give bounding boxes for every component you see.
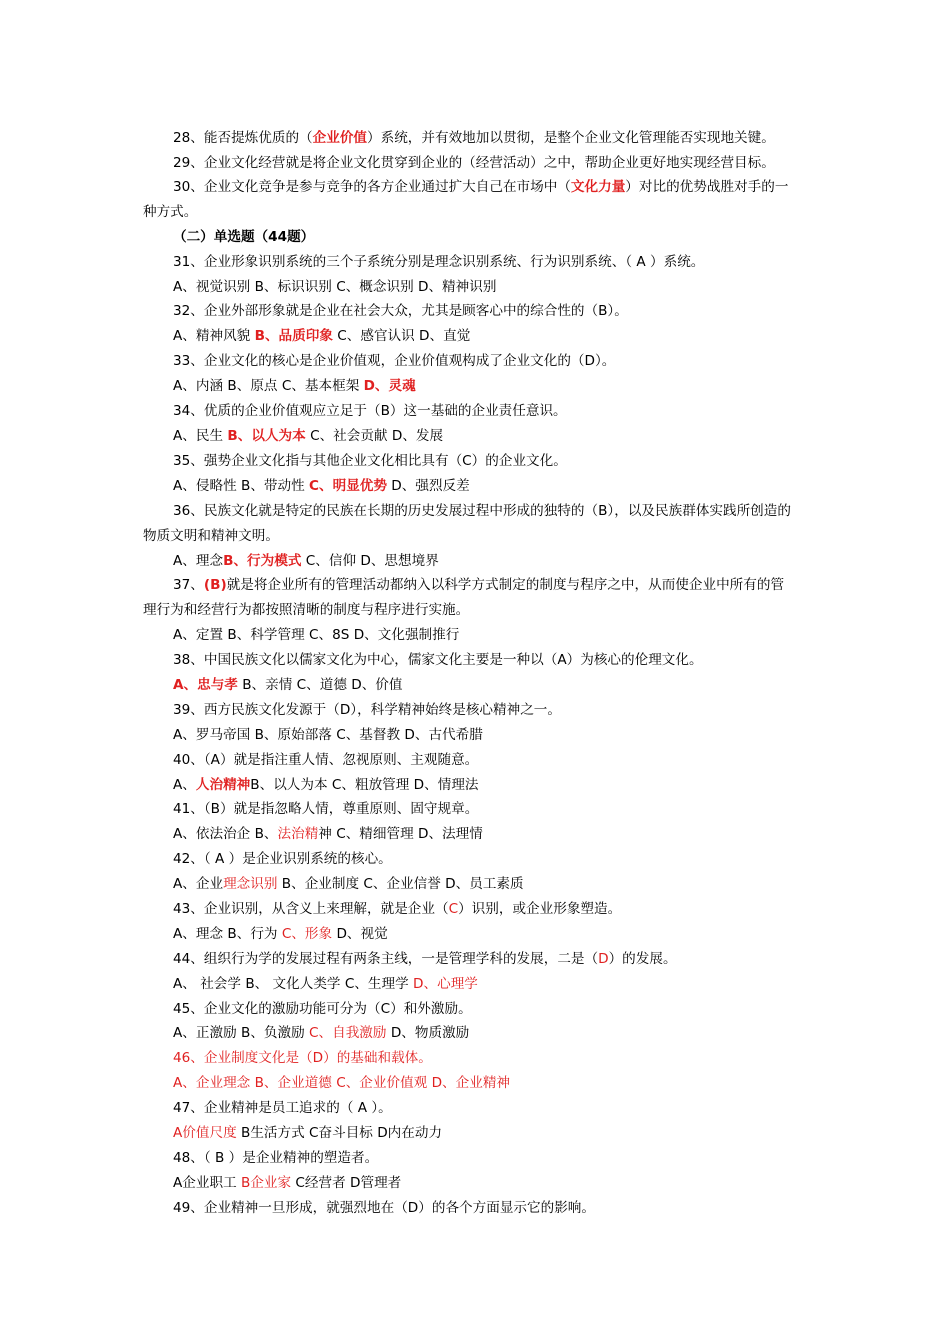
text-segment: 29、企业文化经营就是将企业文化贯穿到企业的（经营活动）之中，帮助企业更好地实现经营目标。 xyxy=(173,155,775,171)
highlighted-answer: D xyxy=(598,951,609,967)
highlighted-answer: C、明显优势 xyxy=(309,478,387,494)
text-segment: 41、（B）就是指忽略人情，尊重原则、固守规章。 xyxy=(173,801,479,817)
highlighted-answer: 理念识别 xyxy=(223,876,278,892)
text-line xyxy=(173,751,478,769)
text-segment: 36、民族文化就是特定的民族在长期的历史发展过程中形成的独特的（B），以及民族群体实践所创造的 xyxy=(173,503,791,519)
text-segment: A企业职工 xyxy=(173,1175,241,1191)
text-line xyxy=(173,552,439,570)
text-line xyxy=(173,154,775,172)
text-line xyxy=(173,776,479,794)
text-line xyxy=(173,352,615,370)
text-segment: C、感官认识 D、直觉 xyxy=(332,328,471,344)
text-segment: 49、企业精神一旦形成，就强烈地在（D）的各个方面显示它的影响。 xyxy=(173,1200,595,1216)
text-line xyxy=(173,576,784,594)
highlighted-answer: B、行为模式 xyxy=(223,553,302,569)
text-segment: 34、优质的企业价值观应立足于（B）这一基础的企业责任意识。 xyxy=(173,403,567,419)
text-line xyxy=(173,651,703,669)
highlighted-answer: B企业家 xyxy=(241,1175,292,1191)
highlighted-answer: B、品质印象 xyxy=(254,328,333,344)
text-segment: ）的发展。 xyxy=(608,951,677,967)
text-segment: 45、企业文化的激励功能可分为（C）和外激励。 xyxy=(173,1001,472,1017)
text-segment: C、社会贡献 D、发展 xyxy=(305,428,444,444)
text-segment: 33、企业文化的核心是企业价值观，企业价值观构成了企业文化的（D）。 xyxy=(173,353,616,369)
text-segment: A、理念 B、行为 xyxy=(173,926,282,942)
text-line xyxy=(173,278,496,296)
text-line xyxy=(173,975,478,993)
text-segment: 32、企业外部形象就是企业在社会大众，尤其是顾客心中的综合性的（B）。 xyxy=(173,303,628,319)
text-line xyxy=(173,825,483,843)
text-line xyxy=(143,203,197,221)
text-segment: A、企业 xyxy=(173,876,224,892)
text-segment: 44、组织行为学的发展过程有两条主线，一是管理学科的发展，二是（ xyxy=(173,951,599,967)
highlighted-answer: A、企业理念 B、企业道德 C、企业价值观 D、企业精神 xyxy=(173,1075,511,1091)
text-line xyxy=(173,502,791,520)
text-line xyxy=(173,850,392,868)
highlighted-answer: 人治精神 xyxy=(195,777,251,793)
text-line xyxy=(173,626,459,644)
text-segment: ）系统，并有效地加以贯彻，是整个企业文化管理能否实现地关键。 xyxy=(367,130,775,146)
text-line xyxy=(143,601,469,619)
text-segment: A、 社会学 B、 文化人类学 C、生理学 xyxy=(173,976,414,992)
text-line xyxy=(173,402,567,420)
text-segment: （二）单选题（44题） xyxy=(173,229,315,245)
highlighted-answer: D、心理学 xyxy=(413,976,478,992)
highlighted-answer: (B) xyxy=(203,577,227,593)
text-segment: A、内涵 B、原点 C、基本框架 xyxy=(173,378,364,394)
highlighted-answer: 46、企业制度文化是（D）的基础和载体。 xyxy=(173,1050,432,1066)
text-line xyxy=(173,1049,432,1067)
highlighted-answer: B、以人为本 xyxy=(227,428,306,444)
highlighted-answer: C、形象 xyxy=(281,926,333,942)
text-line xyxy=(173,800,478,818)
text-line xyxy=(173,1000,472,1018)
text-segment: 48、（ B ）是企业精神的塑造者。 xyxy=(173,1150,379,1166)
text-segment: 神 C、精细管理 D、法理情 xyxy=(318,826,483,842)
text-segment: ）识别，或企业形象塑造。 xyxy=(458,901,622,917)
text-segment: 42、（ A ）是企业识别系统的核心。 xyxy=(173,851,392,867)
text-segment: D、物质激励 xyxy=(386,1025,470,1041)
text-segment: ）对比的优势战胜对手的一 xyxy=(625,179,789,195)
text-line xyxy=(173,701,561,719)
text-segment: 39、西方民族文化发源于（D），科学精神始终是核心精神之一。 xyxy=(173,702,561,718)
highlighted-answer: D、灵魂 xyxy=(363,378,416,394)
text-line xyxy=(173,676,403,694)
text-line xyxy=(173,427,443,445)
text-line xyxy=(173,452,567,470)
text-line xyxy=(173,302,628,320)
text-line xyxy=(173,1024,469,1042)
text-segment: A、精神风貌 xyxy=(173,328,255,344)
text-segment: A、民生 xyxy=(173,428,228,444)
text-line xyxy=(173,726,483,744)
text-segment: 43、企业识别，从含义上来理解，就是企业（ xyxy=(173,901,449,917)
text-segment: 35、强势企业文化指与其他企业文化相比具有（C）的企业文化。 xyxy=(173,453,567,469)
text-line xyxy=(173,327,470,345)
text-segment: C、信仰 D、思想境界 xyxy=(301,553,439,569)
text-line xyxy=(173,253,704,271)
text-segment: 种方式。 xyxy=(143,204,198,220)
text-segment: 28、能否提炼优质的（ xyxy=(173,130,313,146)
text-segment: B、亲情 C、道德 D、价值 xyxy=(237,677,403,693)
text-segment: 物质文明和精神文明。 xyxy=(143,528,279,544)
text-line xyxy=(173,1174,401,1192)
text-line xyxy=(173,1149,378,1167)
text-segment: 47、企业精神是员工追求的（ A ）。 xyxy=(173,1100,392,1116)
text-line xyxy=(173,925,388,943)
text-line xyxy=(173,477,470,495)
text-line xyxy=(173,1124,442,1142)
text-segment: B生活方式 C奋斗目标 D内在动力 xyxy=(236,1125,443,1141)
highlighted-answer: C、自我激励 xyxy=(309,1025,387,1041)
text-line xyxy=(173,377,416,395)
text-segment: B、企业制度 C、企业信誉 D、员工素质 xyxy=(277,876,524,892)
highlighted-answer: A、忠与孝 xyxy=(173,677,238,693)
text-line xyxy=(173,950,677,968)
text-line xyxy=(173,178,788,196)
text-line xyxy=(173,875,524,893)
text-segment: 40、（A）就是指注重人情、忽视原则、主观随意。 xyxy=(173,752,479,768)
text-line xyxy=(173,1074,510,1092)
text-line xyxy=(143,527,279,545)
highlighted-answer: A价值尺度 xyxy=(173,1125,237,1141)
text-segment: D、强烈反差 xyxy=(386,478,470,494)
text-segment: 理行为和经营行为都按照清晰的制度与程序进行实施。 xyxy=(143,602,470,618)
text-segment: A、正激励 B、负激励 xyxy=(173,1025,310,1041)
text-line xyxy=(173,129,775,147)
text-segment: 31、企业形象识别系统的三个子系统分别是理念识别系统、行为识别系统、（ A ）系统。 xyxy=(173,254,705,270)
highlighted-answer: C xyxy=(448,901,459,917)
text-line xyxy=(173,1099,392,1117)
text-segment: 37、 xyxy=(173,577,204,593)
highlighted-answer: 企业价值 xyxy=(312,130,368,146)
text-line xyxy=(173,900,621,918)
text-segment: D、视觉 xyxy=(332,926,388,942)
text-segment: 就是将企业所有的管理活动都纳入以科学方式制定的制度与程序之中，从而使企业中所有的管 xyxy=(226,577,785,593)
text-segment: A、 xyxy=(173,777,196,793)
text-segment: C经营者 D管理者 xyxy=(291,1175,402,1191)
text-line xyxy=(173,228,314,246)
text-segment: A、视觉识别 B、标识识别 C、概念识别 D、精神识别 xyxy=(173,279,497,295)
text-line xyxy=(173,1199,595,1217)
text-segment: A、定置 B、科学管理 C、8S D、文化强制推行 xyxy=(173,627,460,643)
text-segment: A、理念 xyxy=(173,553,224,569)
text-segment: A、罗马帝国 B、原始部落 C、基督教 D、古代希腊 xyxy=(173,727,483,743)
text-segment: B、以人为本 C、粗放管理 D、情理法 xyxy=(250,777,479,793)
highlighted-answer: 文化力量 xyxy=(570,179,626,195)
text-segment: A、侵略性 B、带动性 xyxy=(173,478,310,494)
text-segment: A、依法治企 B、 xyxy=(173,826,278,842)
highlighted-answer: 法治精 xyxy=(277,826,319,842)
text-segment: 30、企业文化竞争是参与竞争的各方企业通过扩大自己在市场中（ xyxy=(173,179,571,195)
text-segment: 38、中国民族文化以儒家文化为中心，儒家文化主要是一种以（A）为核心的伦理文化。 xyxy=(173,652,703,668)
